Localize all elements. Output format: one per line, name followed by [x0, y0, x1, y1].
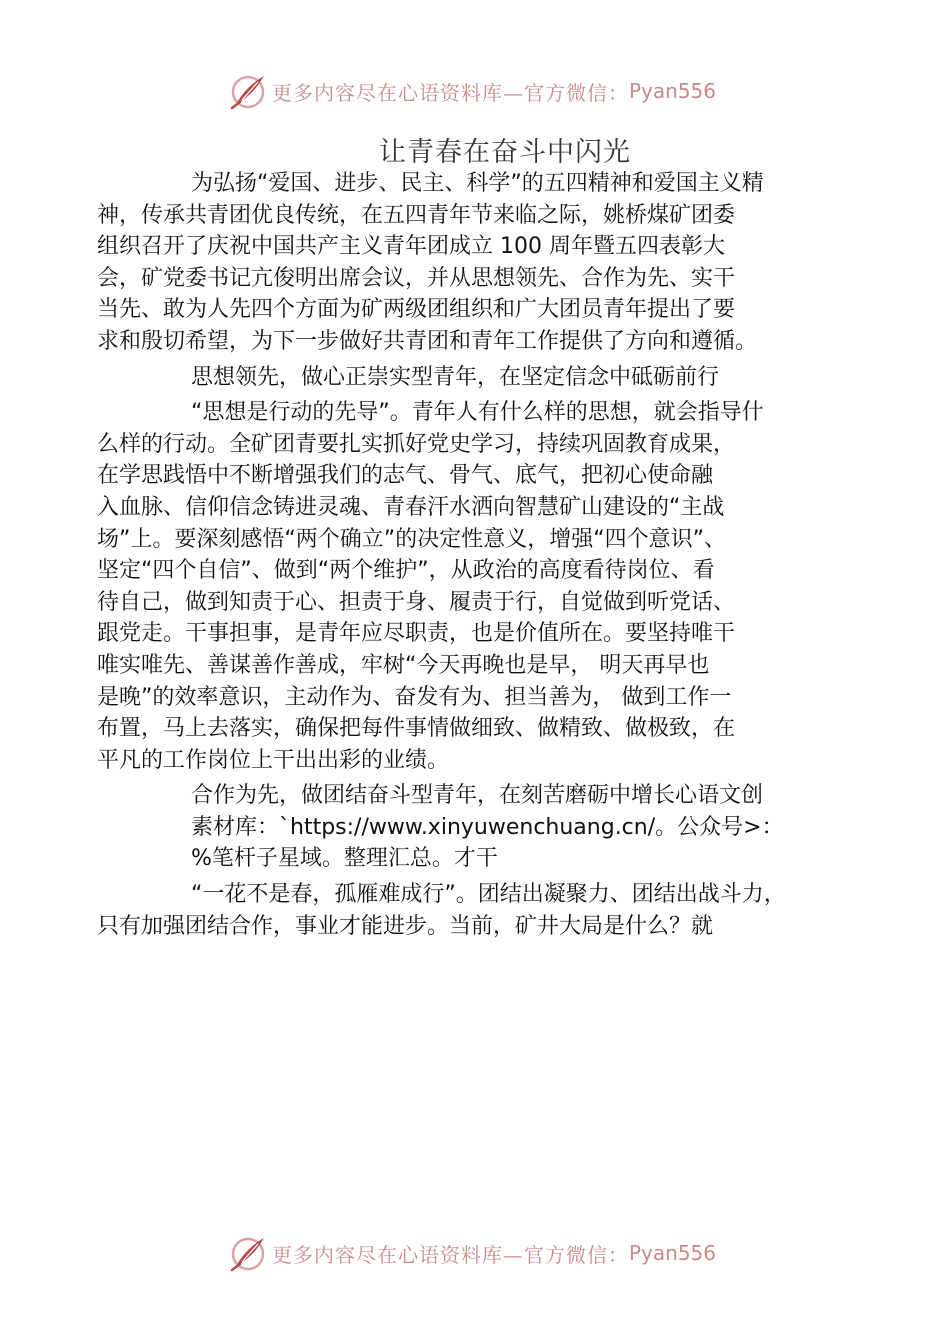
section-heading-2 [144, 780, 824, 875]
text-line: 当先、敢为人先四个方面为矿两级团组织和广大团员青年提出了要 [97, 297, 736, 323]
quill-logo-icon [228, 1232, 270, 1274]
text-line: 待自己，做到知责于心、担责于身、履责于行，自觉做到听党话、 [97, 589, 736, 615]
paragraph-3 [97, 879, 824, 942]
text-line: 组织召开了庆祝中国共产主义青年团成立 100 周年暨五四表彰大 [97, 234, 725, 260]
text-line: %笔杆子星域。整理汇总。才干 [191, 846, 498, 872]
text-line: 唯实唯先、善谋善作善成，牢树“今天再晚也是早， 明天再早也 [97, 652, 710, 678]
text-line: 坚定“四个自信”、做到“两个维护”，从政治的高度看待岗位、看 [97, 558, 715, 584]
text-line: 场”上。要深刻感悟“两个确立”的决定性意义，增强“四个意识”、 [97, 526, 726, 552]
banner-text: 更多内容尽在心语资料库—官方微信： [272, 1242, 629, 1267]
text-line: “一花不是春，孤雁难成行”。团结出凝聚力、团结出战斗力， [191, 882, 786, 908]
text-line: 是晚”的效率意识，主动作为、奋发有为、担当善为， 做到工作一 [97, 684, 732, 710]
quill-logo-icon [228, 70, 270, 112]
text-line: 素材库：`https://www.xinyuwenchuang.cn/。公众号>： [191, 814, 784, 840]
text-line: 跟党走。干事担事，是青年应尽职责，也是价值所在。要坚持唯干 [97, 621, 736, 647]
paragraph-1 [97, 168, 824, 358]
text-line: 平凡的工作岗位上干出出彩的业绩。 [97, 747, 450, 773]
text-line: 合作为先，做团结奋斗型青年，在刻苦磨砺中增长心语文创 [191, 783, 764, 809]
banner-wechat-id: Pyan556 [629, 1241, 717, 1265]
text-line: 会，矿党委书记亢俊明出席会议，并从思想领先、合作为先、实干 [97, 265, 736, 291]
text-line: 神，传承共青团优良传统，在五四青年节来临之际，姚桥煤矿团委 [97, 202, 736, 228]
banner-wechat-id: Pyan556 [629, 79, 717, 103]
text-line: 求和殷切希望，为下一步做好共青团和青年工作提供了方向和遵循。 [97, 328, 758, 354]
document-body [97, 168, 824, 946]
document-title: 让青春在奋斗中闪光 [379, 137, 631, 168]
header-banner [228, 70, 748, 112]
text-line: 么样的行动。全矿团青要扎实抓好党史学习，持续巩固教育成果， [97, 431, 736, 457]
section-heading-1 [144, 362, 824, 394]
text-line: 只有加强团结合作，事业才能进步。当前，矿井大局是什么？就 [97, 913, 714, 939]
text-line: 布置，马上去落实，确保把每件事情做细致、做精致、做极致，在 [97, 716, 736, 742]
text-line: “思想是行动的先导”。青年人有什么样的思想，就会指导什 [191, 400, 764, 426]
text-line: 入血脉、信仰信念铸进灵魂、青春汗水洒向智慧矿山建设的“主战 [97, 494, 725, 520]
text-line: 为弘扬“爱国、进步、民主、科学”的五四精神和爱国主义精 [191, 171, 764, 196]
footer-banner [228, 1232, 748, 1274]
paragraph-2 [97, 397, 824, 776]
text-line: 在学思践悟中不断增强我们的志气、骨气、底气，把初心使命融 [97, 463, 714, 489]
banner-text: 更多内容尽在心语资料库—官方微信： [272, 80, 629, 105]
text-line: 思想领先，做心正崇实型青年，在坚定信念中砥砺前行 [191, 364, 720, 390]
